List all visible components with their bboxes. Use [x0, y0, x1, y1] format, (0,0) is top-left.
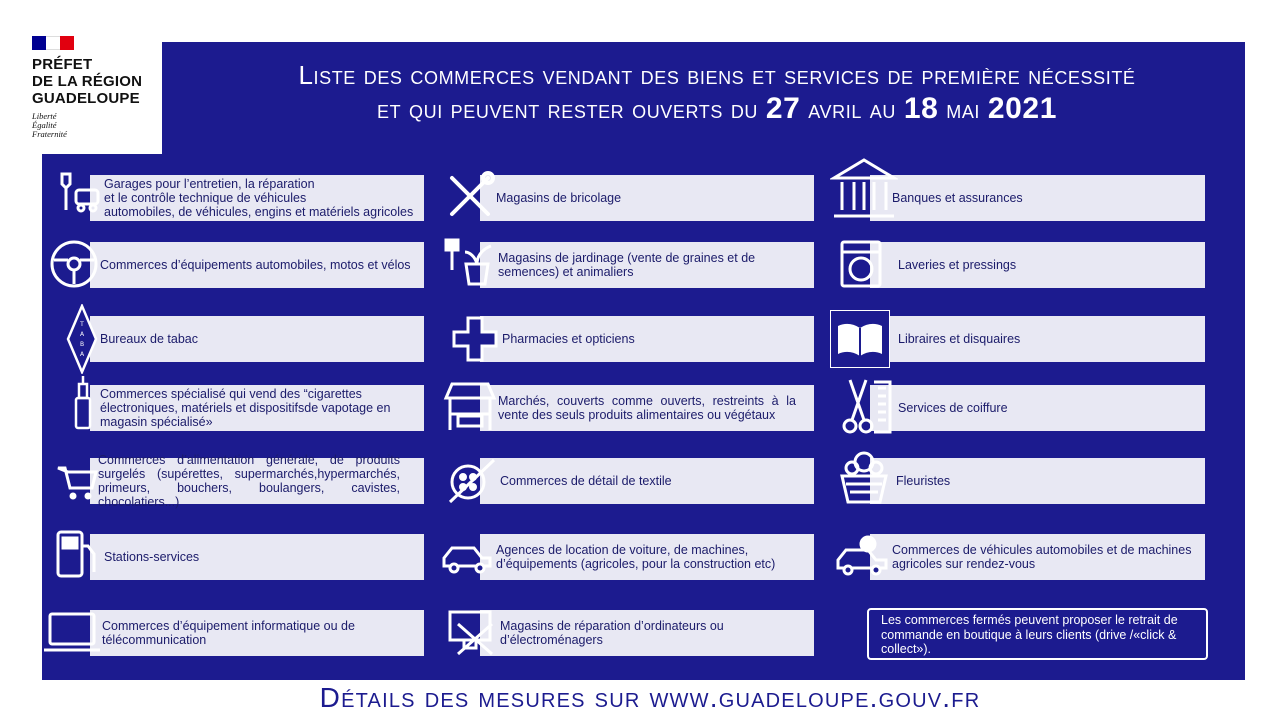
date-start-day: 27 [765, 92, 801, 125]
item-label: Commerces d’équipements automobiles, motos et vélos [100, 258, 411, 272]
title-line-1: Liste des commerces vendant des biens et services de première nécessité [298, 60, 1136, 90]
item-label: Pharmacies et opticiens [502, 332, 635, 346]
svg-text:A: A [79, 351, 85, 358]
list-item-rental [480, 534, 814, 580]
main-panel [42, 42, 1245, 680]
washing-machine-icon [838, 238, 884, 290]
click-and-collect-note: Les commerces fermés peuvent proposer le retrait de commande en boutique à leurs clients (drive /«click & collect»). [867, 608, 1208, 660]
title-line-2-prefix: et qui peuvent rester ouverts du [376, 94, 759, 124]
tabac-sign-icon [62, 304, 102, 374]
list-item-fuel [90, 534, 424, 580]
fuel-pump-icon [52, 528, 102, 580]
computer-repair-icon [446, 606, 496, 658]
marianne-flag-icon [32, 36, 74, 50]
list-item-garages [90, 175, 424, 221]
list-item-food [90, 453, 424, 509]
list-item-vape [90, 385, 424, 431]
date-end-month: mai [946, 94, 981, 124]
list-item-computer-repair [480, 610, 814, 656]
logo-line-2: DE LA RÉGION [32, 73, 143, 90]
item-label: Commerces de véhicules automobiles et de machines agricoles sur rendez-vous [892, 543, 1192, 571]
shopping-cart-icon [56, 460, 100, 504]
item-label: Commerces d’alimentation générale, de produits surgelés (supérettes, supermarchés,hypermarchés, primeurs, bouchers, boulangers, cavistes, chocolatiers...) [98, 453, 400, 509]
list-item-garden [480, 242, 814, 288]
item-label: Garages pour l’entretien, la réparation et le contrôle technique de véhicules automobiles, de véhicules, engins et matériels agricoles [104, 177, 414, 219]
motto-liberte: Liberté [32, 111, 57, 121]
book-icon [830, 310, 890, 368]
wrench-car-icon [52, 164, 108, 220]
date-start-month: avril au [808, 94, 896, 124]
list-item-tabac [90, 316, 424, 362]
list-item-hairdresser [870, 385, 1205, 431]
vape-icon [68, 372, 98, 432]
item-label: Banques et assurances [892, 191, 1023, 205]
item-label: Libraires et disquaires [898, 332, 1021, 346]
market-stall-icon [442, 380, 498, 436]
list-item-auto-equipment [90, 242, 424, 288]
date-end-day: 18 [903, 92, 939, 125]
page-title [242, 58, 1192, 126]
title-line-2 [242, 92, 1192, 126]
svg-text:A: A [79, 331, 85, 338]
list-item-banks [870, 175, 1205, 221]
list-item-florists [870, 458, 1205, 504]
flower-basket-icon [836, 446, 892, 506]
item-label: Fleuristes [896, 474, 951, 488]
item-label: Laveries et pressings [898, 258, 1017, 272]
garden-icon [442, 234, 498, 290]
list-item-diy [480, 175, 814, 221]
rental-car-icon [440, 538, 496, 578]
title-year: 2021 [987, 92, 1057, 125]
item-label: Magasins de réparation d’ordinateurs ou d’électroménagers [500, 619, 724, 647]
steering-wheel-icon [46, 236, 102, 292]
tools-icon [442, 168, 498, 224]
motto-egalite: Égalité [32, 120, 57, 130]
list-item-books [870, 316, 1205, 362]
motto-fraternite: Fraternité [32, 129, 67, 139]
item-label: Commerces spécialisé qui vend des “cigarettes électroniques, matériels et dispositifsde vapotage en magasin spécialisé» [100, 387, 391, 429]
list-item-laundry [870, 242, 1205, 288]
item-label: Magasins de bricolage [496, 191, 622, 205]
item-label: Agences de location de voiture, de machines, d’équipements (agricoles, pour la construction etc) [496, 543, 776, 571]
list-item-pharmacy [480, 316, 814, 362]
item-label: Bureaux de tabac [100, 332, 198, 346]
footer-details-link[interactable]: Détails des mesures sur www.guadeloupe.gouv.fr [319, 682, 981, 713]
list-item-markets [480, 385, 814, 431]
item-label: Magasins de jardinage (vente de graines et de semences) et animaliers [498, 251, 756, 279]
logo-line-3: GUADELOUPE [32, 90, 140, 107]
button-needle-icon [444, 452, 500, 508]
item-label: Commerces de détail de textile [500, 474, 672, 488]
list-item-vehicle-dealers [870, 534, 1205, 580]
pharmacy-cross-icon [450, 314, 500, 364]
svg-text:T: T [80, 321, 84, 328]
laptop-icon [42, 608, 102, 656]
logo-line-1: PRÉFET [32, 56, 93, 73]
scissors-comb-icon [838, 374, 894, 438]
item-label: Services de coiffure [898, 401, 1008, 415]
item-label: Stations-services [104, 550, 200, 564]
prefecture-logo [22, 26, 162, 154]
list-item-textile [480, 458, 814, 504]
list-item-it-equipment [90, 610, 424, 656]
item-label: Marchés, couverts comme ouverts, restreints à la vente des seuls produits alimentaires ou végétaux [498, 394, 796, 422]
bank-icon [830, 156, 898, 224]
car-euro-icon [834, 534, 892, 578]
svg-text:B: B [79, 341, 85, 348]
item-label: Commerces d’équipement informatique ou de télécommunication [102, 619, 355, 647]
